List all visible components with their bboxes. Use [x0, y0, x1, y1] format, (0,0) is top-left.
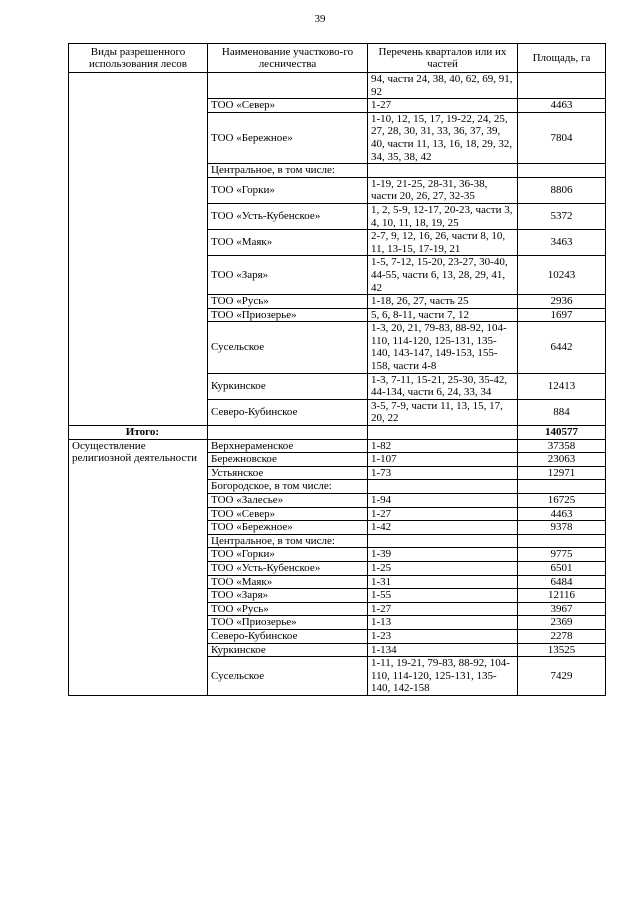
total-label: Итого:	[69, 426, 208, 440]
header-area: Площадь, га	[518, 44, 606, 73]
table-body	[69, 73, 606, 696]
forestry-name-cell: Северо-Кубинское	[208, 629, 368, 643]
forestry-name-cell: Верхнераменское	[208, 439, 368, 453]
table-header-row	[69, 44, 606, 73]
quarters-cell: 1-27	[368, 507, 518, 521]
forestry-name-cell: Центральное, в том числе:	[208, 534, 368, 548]
table-row	[69, 439, 606, 453]
forestry-name-cell: ТОО «Приозерье»	[208, 308, 368, 322]
area-cell: 884	[518, 399, 606, 425]
area-cell: 7804	[518, 112, 606, 163]
area-cell: 12413	[518, 373, 606, 399]
forestry-name-cell: ТОО «Заря»	[208, 256, 368, 295]
area-cell: 4463	[518, 507, 606, 521]
forestry-name-cell: ТОО «Бережное»	[208, 521, 368, 535]
quarters-cell: 1-18, 26, 27, часть 25	[368, 295, 518, 309]
forestry-name-cell: ТОО «Горки»	[208, 177, 368, 203]
forestry-name-cell: Центральное, в том числе:	[208, 164, 368, 178]
area-cell	[518, 73, 606, 99]
area-cell: 4463	[518, 99, 606, 113]
header-forestry-name: Наименование участково-го лесничества	[208, 44, 368, 73]
quarters-cell: 1-27	[368, 99, 518, 113]
quarters-cell: 1-27	[368, 602, 518, 616]
forestry-name-cell: ТОО «Приозерье»	[208, 616, 368, 630]
forestry-name-cell: ТОО «Маяк»	[208, 575, 368, 589]
area-cell: 23063	[518, 453, 606, 467]
area-cell: 16725	[518, 494, 606, 508]
area-cell: 2369	[518, 616, 606, 630]
quarters-cell: 1, 2, 5-9, 12-17, 20-23, части 3, 4, 10, 11, 18, 19, 25	[368, 203, 518, 229]
forestry-name-cell: ТОО «Бережное»	[208, 112, 368, 163]
quarters-cell: 1-11, 19-21, 79-83, 88-92, 104-110, 114-120, 125-131, 135-140, 142-158	[368, 657, 518, 696]
forestry-name-cell: Бережновское	[208, 453, 368, 467]
area-cell	[518, 164, 606, 178]
area-cell: 10243	[518, 256, 606, 295]
use-type-cell: Осуществление религиозной деятельности	[69, 439, 208, 695]
forestry-name-cell: ТОО «Усть-Кубенское»	[208, 203, 368, 229]
quarters-cell: 94, части 24, 38, 40, 62, 69, 91, 92	[368, 73, 518, 99]
quarters-cell: 1-39	[368, 548, 518, 562]
quarters-cell: 1-31	[368, 575, 518, 589]
quarters-cell: 1-10, 12, 15, 17, 19-22, 24, 25, 27, 28, 30, 31, 33, 36, 37, 39, 40, части 11, 13, 16, 18, 29, 32, 34, 35, 38, 42	[368, 112, 518, 163]
forestry-name-cell: ТОО «Усть-Кубенское»	[208, 561, 368, 575]
quarters-cell: 1-23	[368, 629, 518, 643]
forestry-name-cell: ТОО «Залесье»	[208, 494, 368, 508]
quarters-cell: 1-5, 7-12, 15-20, 23-27, 30-40, 44-55, части 6, 13, 28, 29, 41, 42	[368, 256, 518, 295]
table-row	[69, 73, 606, 99]
quarters-cell: 1-25	[368, 561, 518, 575]
area-cell: 13525	[518, 643, 606, 657]
area-cell: 2936	[518, 295, 606, 309]
total-area: 140577	[518, 426, 606, 440]
quarters-cell: 1-55	[368, 589, 518, 603]
forestry-name-cell: ТОО «Заря»	[208, 589, 368, 603]
area-cell: 12971	[518, 466, 606, 480]
forestry-name-cell: ТОО «Маяк»	[208, 230, 368, 256]
area-cell: 2278	[518, 629, 606, 643]
forestry-name-cell	[208, 73, 368, 99]
quarters-cell	[368, 480, 518, 494]
quarters-cell: 1-107	[368, 453, 518, 467]
area-cell: 7429	[518, 657, 606, 696]
area-cell: 1697	[518, 308, 606, 322]
quarters-cell: 3-5, 7-9, части 11, 13, 15, 17, 20, 22	[368, 399, 518, 425]
forestry-name-cell: Северо-Кубинское	[208, 399, 368, 425]
forestry-name-cell: Куркинское	[208, 373, 368, 399]
area-cell: 6501	[518, 561, 606, 575]
forestry-name-cell: ТОО «Север»	[208, 507, 368, 521]
area-cell: 5372	[518, 203, 606, 229]
area-cell: 12116	[518, 589, 606, 603]
quarters-cell: 1-19, 21-25, 28-31, 36-38, части 20, 26, 27, 32-35	[368, 177, 518, 203]
forestry-name-cell: Устьянское	[208, 466, 368, 480]
forestry-name-cell: Сусельское	[208, 657, 368, 696]
forestry-name-cell: Сусельское	[208, 322, 368, 373]
area-cell	[518, 480, 606, 494]
area-cell: 6484	[518, 575, 606, 589]
quarters-cell: 5, 6, 8-11, части 7, 12	[368, 308, 518, 322]
quarters-cell: 1-82	[368, 439, 518, 453]
forestry-name-cell: ТОО «Русь»	[208, 295, 368, 309]
forestry-name-cell: Куркинское	[208, 643, 368, 657]
quarters-cell: 1-134	[368, 643, 518, 657]
forestry-name-cell: Богородское, в том числе:	[208, 480, 368, 494]
area-cell: 8806	[518, 177, 606, 203]
area-cell: 3463	[518, 230, 606, 256]
area-cell: 6442	[518, 322, 606, 373]
total-row	[69, 426, 606, 440]
area-cell: 3967	[518, 602, 606, 616]
header-quarters: Перечень кварталов или их частей	[368, 44, 518, 73]
area-cell	[518, 534, 606, 548]
quarters-cell: 1-3, 20, 21, 79-83, 88-92, 104-110, 114-120, 125-131, 135-140, 143-147, 149-153, 155-158, части 4-8	[368, 322, 518, 373]
forest-use-table	[68, 43, 606, 696]
quarters-cell: 2-7, 9, 12, 16, 26, части 8, 10, 11, 13-15, 17-19, 21	[368, 230, 518, 256]
quarters-cell	[368, 164, 518, 178]
quarters-cell: 1-73	[368, 466, 518, 480]
header-use-type: Виды разрешенного использования лесов	[69, 44, 208, 73]
total-empty-cell	[208, 426, 368, 440]
area-cell: 9378	[518, 521, 606, 535]
page-number: 39	[314, 13, 326, 25]
quarters-cell: 1-94	[368, 494, 518, 508]
quarters-cell: 1-13	[368, 616, 518, 630]
forestry-name-cell: ТОО «Север»	[208, 99, 368, 113]
total-empty-cell	[368, 426, 518, 440]
quarters-cell: 1-3, 7-11, 15-21, 25-30, 35-42, 44-134, части 6, 24, 33, 34	[368, 373, 518, 399]
forestry-name-cell: ТОО «Горки»	[208, 548, 368, 562]
quarters-cell: 1-42	[368, 521, 518, 535]
forestry-name-cell: ТОО «Русь»	[208, 602, 368, 616]
area-cell: 37358	[518, 439, 606, 453]
area-cell: 9775	[518, 548, 606, 562]
quarters-cell	[368, 534, 518, 548]
use-type-cell	[69, 73, 208, 426]
